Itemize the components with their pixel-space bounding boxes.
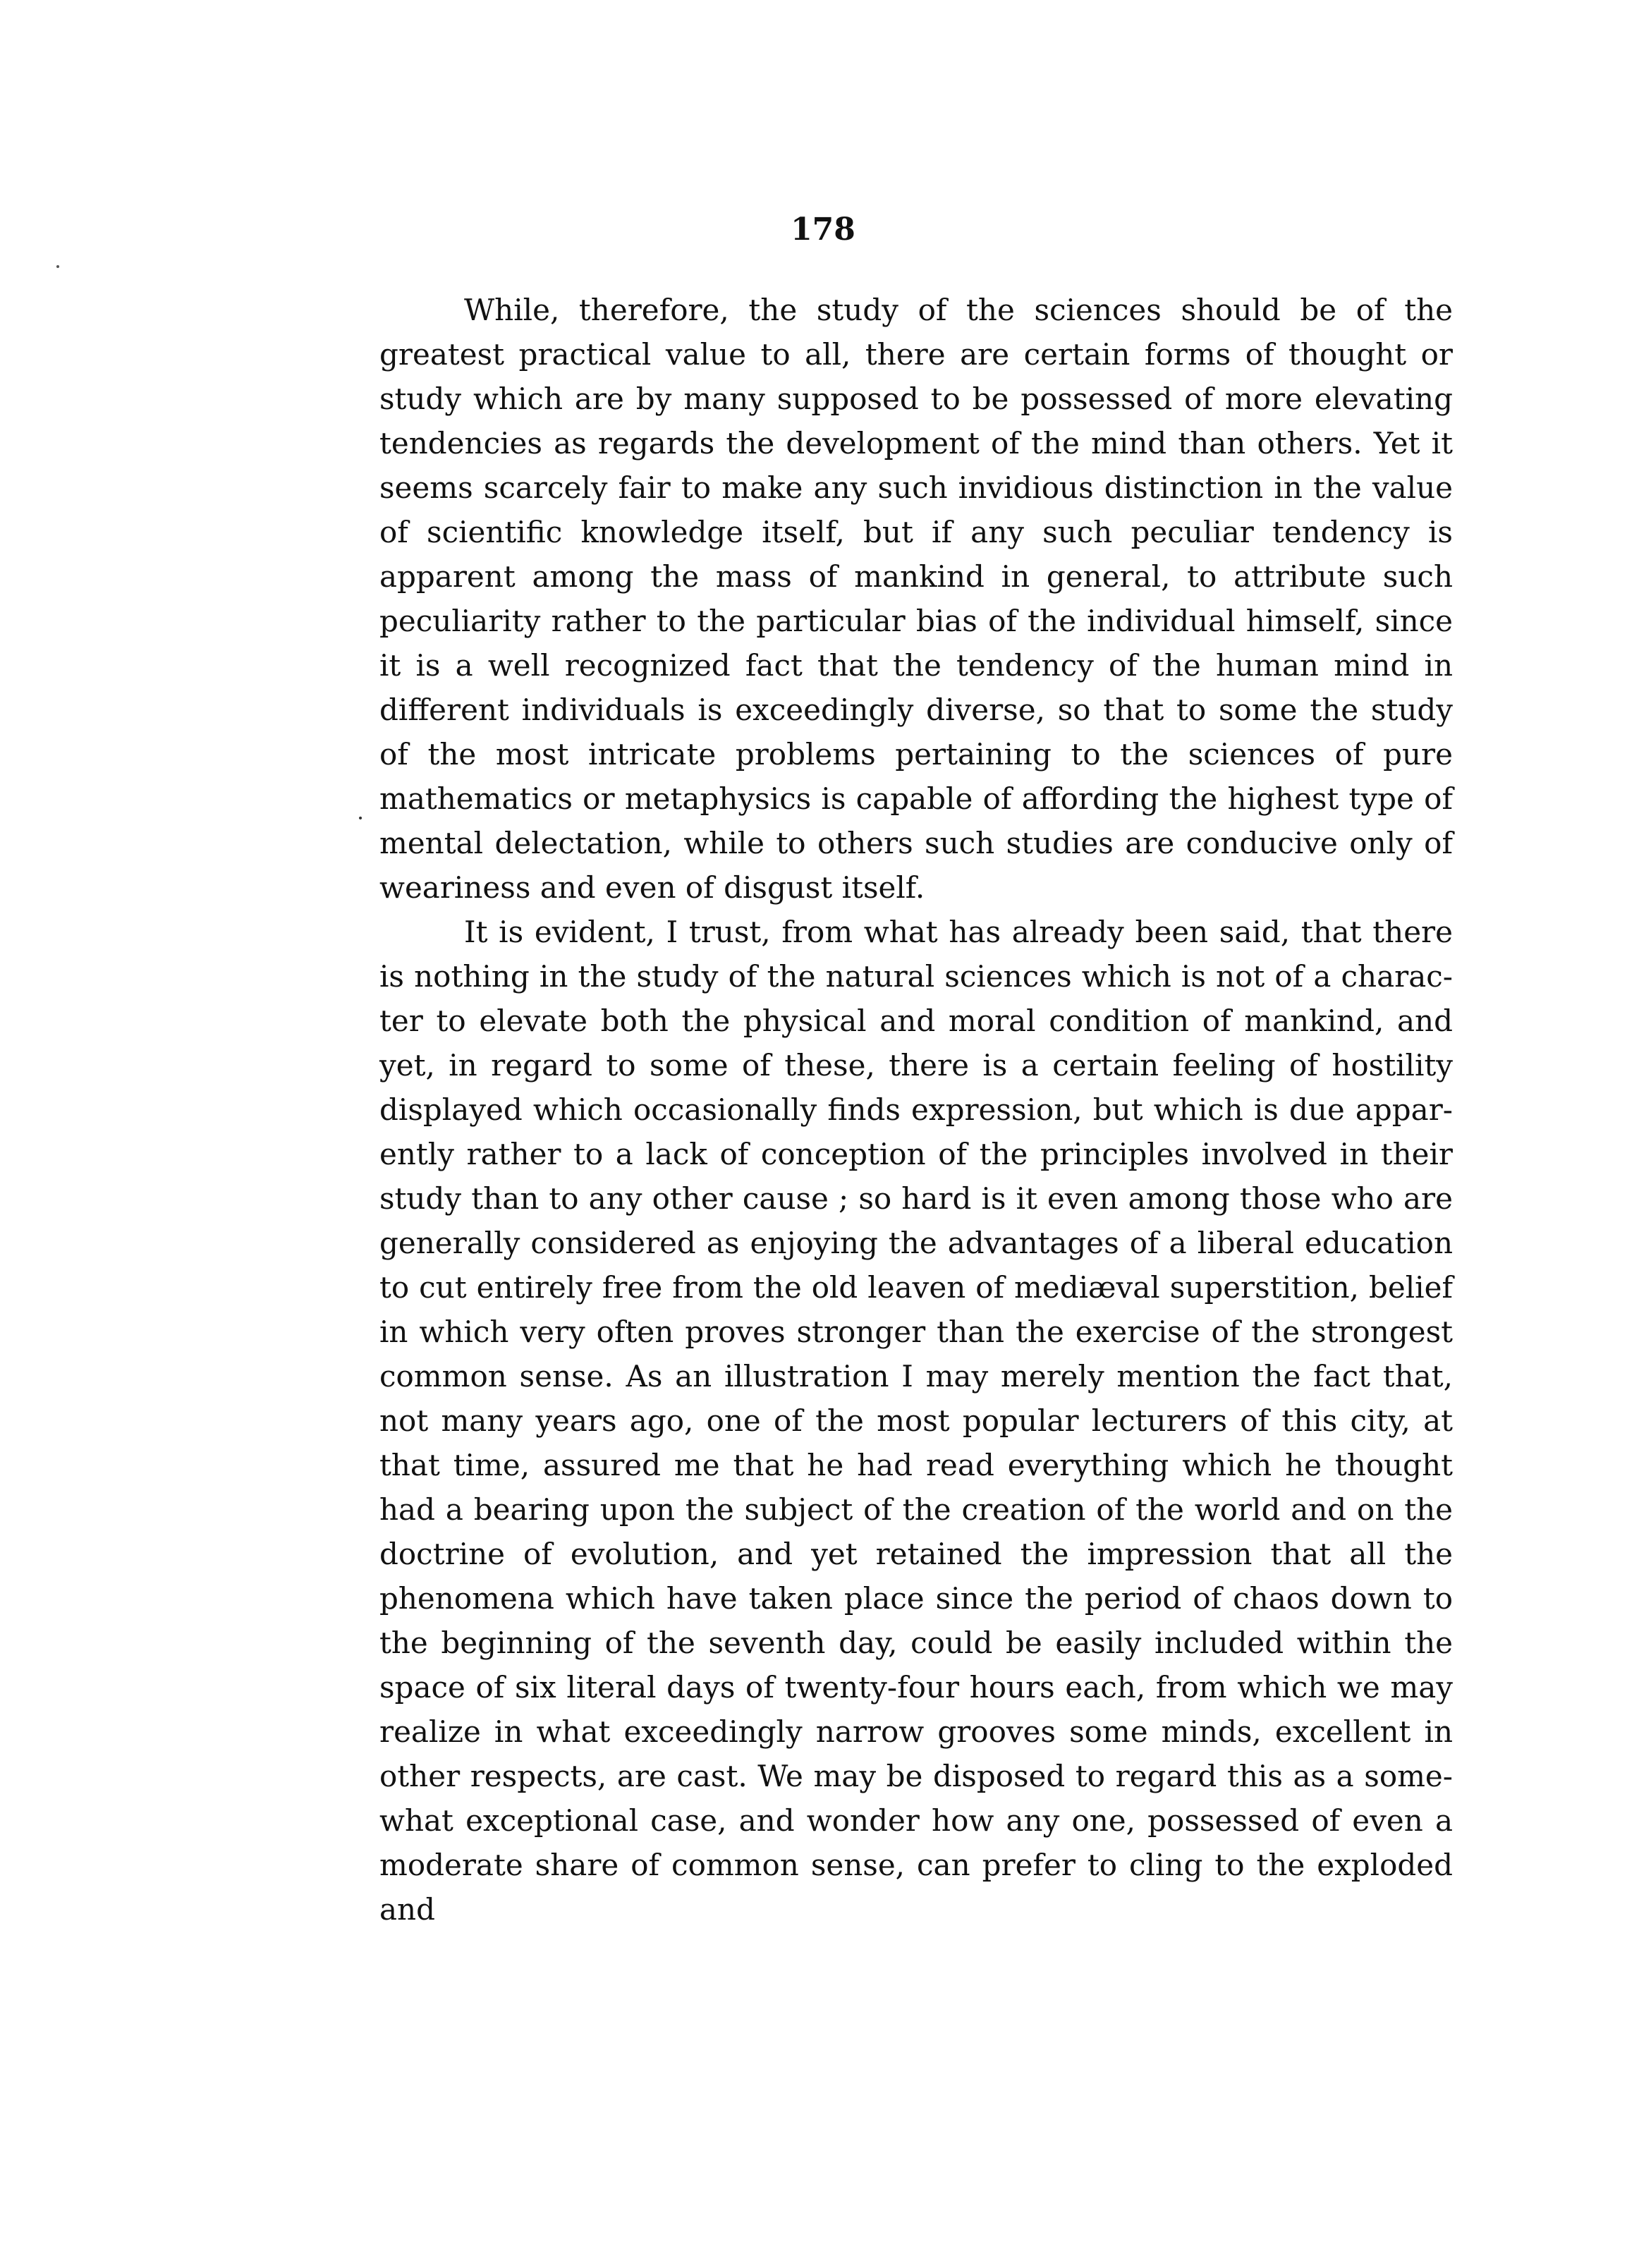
paragraph-1: While, therefore, the study of the sciences should be of the greatest practical value to all, there are certain forms of thought or study which are by many supposed to be possessed of more elevating tendencies as regards the development of the mind than others. Yet it seems scarcely fair to make any such invidious distinction in the value of scientific knowledge itself, but if any such peculiar tendency is apparent among the mass of mankind in general, to attribute such peculiarity rather to the particular bias of the individual himself, since it is a well recognized fact that the tendency of the human mind in different individuals is exceedingly diverse, so that to some the study of the most intricate problems pertaining to the sciences of pure mathematics or metaphysics is capable of affording the highest type of mental delectation, while to others such studies are conducive only of weariness and even of disgust itself.: [379, 293, 1453, 905]
paragraph-2: It is evident, I trust, from what has already been said, that there is nothing in the study of the natural sciences which is not of a character to elevate both the physical and moral condition of mankind, and yet, in regard to some of these, there is a certain feeling of hostility displayed which occasionally finds expression, but which is due apparently rather to a lack of conception of the principles involved in their study than to any other cause ; so hard is it even among those who are generally considered as enjoying the advantages of a liberal education to cut entirely free from the old leaven of mediæval superstition, belief in which very often proves stronger than the exercise of the strongest common sense. As an illustration I may merely mention the fact that, not many years ago, one of the most popular lecturers of this city, at that time, assured me that he had read everything which he thought had a bearing upon the subject of the creation of the world and on the doctrine of evolution, and yet retained the impression that all the phenomena which have taken place since the period of chaos down to the beginning of the seventh day, could be easily included within the space of six literal days of twenty-four hours each, from which we may realize in what exceedingly narrow grooves some minds, excellent in other respects, are cast. We may be disposed to regard this as a somewhat exceptional case, and wonder how any one, possessed of even a moderate share of common sense, can prefer to cling to the exploded and: [379, 915, 1453, 1927]
ink-speck: [56, 265, 59, 268]
margin-mark: ·: [357, 805, 365, 831]
body-text: [379, 288, 1453, 1932]
page-number: 178: [791, 212, 855, 248]
